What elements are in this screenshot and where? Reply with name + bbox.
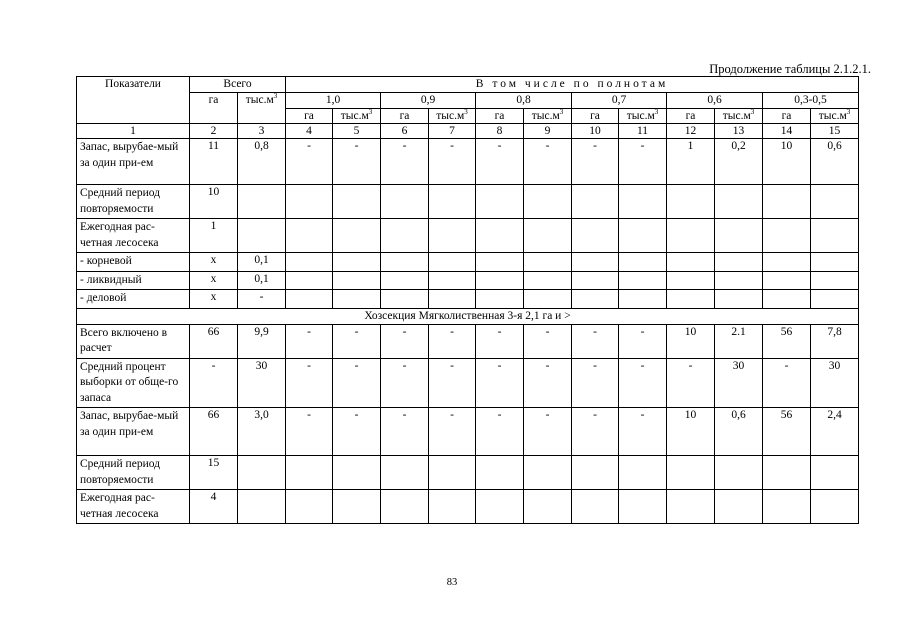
table-cell [238, 185, 286, 219]
table-row [77, 253, 859, 272]
table-cell [572, 219, 619, 253]
table-cell [286, 253, 333, 272]
table-cell: - [524, 324, 572, 358]
table-row [77, 358, 859, 408]
table-cell: - [476, 358, 524, 408]
header-row-1 [77, 77, 859, 93]
table-cell: 11 [190, 139, 238, 185]
column-number: 11 [619, 124, 667, 139]
row-label: Ежегодная рас-четная лесосека [77, 219, 190, 253]
column-number: 3 [238, 124, 286, 139]
table-cell: - [572, 324, 619, 358]
table-cell [811, 271, 859, 290]
table-cell [286, 456, 333, 490]
table-cell: - [429, 358, 476, 408]
table-cell [476, 253, 524, 272]
table-cell: - [429, 324, 476, 358]
table-cell [381, 271, 429, 290]
table-row [77, 408, 859, 456]
data-table [76, 76, 859, 524]
header-density-4: 0,6 [667, 93, 763, 109]
header-density-3: 0,7 [572, 93, 667, 109]
table-cell: - [286, 358, 333, 408]
header-by-density: В том числе по полнотам [286, 77, 859, 93]
table-cell: х [190, 290, 238, 309]
table-cell [333, 219, 381, 253]
table-cell: - [524, 139, 572, 185]
column-number: 12 [667, 124, 715, 139]
row-label: - ликвидный [77, 271, 190, 290]
table-cell [429, 185, 476, 219]
table-cell [476, 219, 524, 253]
table-cell [572, 490, 619, 524]
table-cell [381, 185, 429, 219]
table-cell [524, 290, 572, 309]
table-cell: - [286, 408, 333, 456]
table-cell: - [476, 408, 524, 456]
table-cell: 7,8 [811, 324, 859, 358]
header-row-2 [77, 93, 859, 109]
header-indicators: Показатели [77, 77, 190, 124]
table-cell: 10 [667, 324, 715, 358]
table-row [77, 456, 859, 490]
table-cell: - [572, 358, 619, 408]
table-cell [429, 219, 476, 253]
table-cell: - [381, 139, 429, 185]
table-cell [333, 185, 381, 219]
table-cell [524, 271, 572, 290]
header-density-0: 1,0 [286, 93, 381, 109]
table-cell [524, 490, 572, 524]
table-cell [333, 456, 381, 490]
table-cell: 30 [715, 358, 763, 408]
table-cell [811, 219, 859, 253]
table-cell [524, 456, 572, 490]
table-cell [715, 490, 763, 524]
table-cell [381, 290, 429, 309]
column-number: 13 [715, 124, 763, 139]
header-density-m3: $тыс.м^3$ [619, 109, 667, 124]
table-cell [715, 185, 763, 219]
table-cell: - [572, 139, 619, 185]
table-cell [286, 185, 333, 219]
row-label: Средний период повторяемости [77, 185, 190, 219]
table-cell: 0,6 [715, 408, 763, 456]
table-cell [429, 456, 476, 490]
table-cell: - [429, 139, 476, 185]
table-cell [333, 271, 381, 290]
table-cell: - [619, 358, 667, 408]
table-cell: 10 [763, 139, 811, 185]
section-title: Хозсекция Мягколиственная 3-я 2,1 га и > [77, 308, 859, 324]
table-row [77, 139, 859, 185]
table-row [77, 185, 859, 219]
table-cell: - [381, 324, 429, 358]
header-density-m3: $тыс.м^3$ [524, 109, 572, 124]
table-cell [763, 271, 811, 290]
table-cell: - [333, 139, 381, 185]
table-cell [619, 490, 667, 524]
column-number: 7 [429, 124, 476, 139]
table-cell [429, 290, 476, 309]
table-cell [763, 290, 811, 309]
table-cell [238, 490, 286, 524]
row-label: Средний период повторяемости [77, 456, 190, 490]
table-cell: 30 [811, 358, 859, 408]
table-cell [667, 219, 715, 253]
table-cell [572, 290, 619, 309]
table-cell [333, 290, 381, 309]
header-density-ha: га [763, 109, 811, 124]
table-cell: - [524, 358, 572, 408]
table-cell [667, 456, 715, 490]
table-cell: 1 [667, 139, 715, 185]
table-cell [763, 185, 811, 219]
table-cell [715, 271, 763, 290]
row-label: - корневой [77, 253, 190, 272]
table-cell: - [286, 139, 333, 185]
column-number: 8 [476, 124, 524, 139]
table-cell: 0,1 [238, 253, 286, 272]
table-cell [524, 219, 572, 253]
table-cell: - [763, 358, 811, 408]
column-number: 15 [811, 124, 859, 139]
table-cell: 66 [190, 324, 238, 358]
table-cell: 3,0 [238, 408, 286, 456]
table-cell: 0,1 [238, 271, 286, 290]
column-number: 5 [333, 124, 381, 139]
table-cell: 10 [667, 408, 715, 456]
table-cell: 4 [190, 490, 238, 524]
column-number: 14 [763, 124, 811, 139]
table-cell [667, 490, 715, 524]
table-cell [572, 185, 619, 219]
table-cell: - [572, 408, 619, 456]
table-cell: - [333, 358, 381, 408]
table-cell: 15 [190, 456, 238, 490]
header-density-m3: $тыс.м^3$ [811, 109, 859, 124]
table-cell [524, 253, 572, 272]
table-cell: 56 [763, 324, 811, 358]
table-cell [811, 253, 859, 272]
table-cell: х [190, 271, 238, 290]
table-cell: - [619, 408, 667, 456]
table-cell [667, 185, 715, 219]
header-density-1: 0,9 [381, 93, 476, 109]
table-cell: - [190, 358, 238, 408]
column-number: 4 [286, 124, 333, 139]
table-cell [811, 490, 859, 524]
column-number-row [77, 124, 859, 139]
table-cell [286, 490, 333, 524]
table-cell [238, 456, 286, 490]
header-density-ha: га [572, 109, 619, 124]
column-number: 2 [190, 124, 238, 139]
table-cell [381, 490, 429, 524]
table-row [77, 324, 859, 358]
table-cell [667, 271, 715, 290]
header-density-m3: $тыс.м^3$ [333, 109, 381, 124]
table-row [77, 290, 859, 309]
table-cell [619, 185, 667, 219]
row-label: - деловой [77, 290, 190, 309]
table-cell [811, 456, 859, 490]
page-number: 83 [446, 577, 458, 588]
table-caption: Продолжение таблицы 2.1.2.1. [709, 62, 871, 76]
table-cell [429, 490, 476, 524]
table-cell [715, 253, 763, 272]
table-cell: - [381, 358, 429, 408]
header-density-m3: $тыс.м^3$ [429, 109, 476, 124]
section-row [77, 308, 859, 324]
table-cell [429, 253, 476, 272]
table-cell: 10 [190, 185, 238, 219]
table-row [77, 490, 859, 524]
table-cell [476, 456, 524, 490]
table-cell [763, 253, 811, 272]
table-cell: 2,4 [811, 408, 859, 456]
table-cell [476, 290, 524, 309]
header-density-ha: га [667, 109, 715, 124]
table-cell: - [333, 324, 381, 358]
table-cell [333, 253, 381, 272]
table-cell [572, 456, 619, 490]
column-number: 10 [572, 124, 619, 139]
table-cell: 56 [763, 408, 811, 456]
table-cell [286, 271, 333, 290]
table-cell [286, 219, 333, 253]
table-cell [333, 490, 381, 524]
table-cell [763, 456, 811, 490]
header-density-2: 0,8 [476, 93, 572, 109]
row-label: Ежегодная рас-четная лесосека [77, 490, 190, 524]
table-cell: 0,6 [811, 139, 859, 185]
table-cell [715, 290, 763, 309]
header-density-ha: га [381, 109, 429, 124]
table-cell: 0,2 [715, 139, 763, 185]
column-number: 9 [524, 124, 572, 139]
table-cell [619, 290, 667, 309]
table-cell [238, 219, 286, 253]
table-cell: 66 [190, 408, 238, 456]
header-total: Всего [190, 77, 286, 93]
column-number: 6 [381, 124, 429, 139]
table-cell [763, 490, 811, 524]
table-cell: - [238, 290, 286, 309]
row-label: Запас, вырубае-мый за один при-ем [77, 408, 190, 456]
table-cell [524, 185, 572, 219]
table-cell: 1 [190, 219, 238, 253]
table-cell [476, 271, 524, 290]
column-number: 1 [77, 124, 190, 139]
table-cell: - [667, 358, 715, 408]
table-cell: - [524, 408, 572, 456]
header-total-m3: $тыс.м^3$ [238, 93, 286, 124]
table-cell [811, 290, 859, 309]
table-row [77, 219, 859, 253]
header-density-5: 0,3-0,5 [763, 93, 859, 109]
table-cell: 30 [238, 358, 286, 408]
table-cell [429, 271, 476, 290]
table-cell [286, 290, 333, 309]
table-cell: - [429, 408, 476, 456]
table-cell [811, 185, 859, 219]
table-cell: 2.1 [715, 324, 763, 358]
header-density-m3: $тыс.м^3$ [715, 109, 763, 124]
table-cell [619, 253, 667, 272]
table-cell [476, 490, 524, 524]
table-cell [667, 253, 715, 272]
row-label: Запас, вырубае-мый за один при-ем [77, 139, 190, 185]
table-cell [572, 253, 619, 272]
table-cell: 9,9 [238, 324, 286, 358]
table-cell: - [286, 324, 333, 358]
table-cell: - [381, 408, 429, 456]
table-cell: - [476, 139, 524, 185]
table-cell [619, 456, 667, 490]
header-total-ha: га [190, 93, 238, 124]
table-cell [763, 219, 811, 253]
table-cell [381, 456, 429, 490]
table-cell [715, 219, 763, 253]
table-cell [572, 271, 619, 290]
header-density-ha: га [476, 109, 524, 124]
table-cell: 0,8 [238, 139, 286, 185]
table-cell: - [619, 324, 667, 358]
table-cell: х [190, 253, 238, 272]
table-cell [619, 219, 667, 253]
table-cell [667, 290, 715, 309]
row-label: Средний процент выборки от обще-го запаса [77, 358, 190, 408]
table-cell: - [476, 324, 524, 358]
table-cell [715, 456, 763, 490]
table-row [77, 271, 859, 290]
table-cell [619, 271, 667, 290]
table-cell [381, 219, 429, 253]
table-cell [476, 185, 524, 219]
table-cell: - [333, 408, 381, 456]
table-cell: - [619, 139, 667, 185]
row-label: Всего включено в расчет [77, 324, 190, 358]
table-cell [381, 253, 429, 272]
header-density-ha: га [286, 109, 333, 124]
